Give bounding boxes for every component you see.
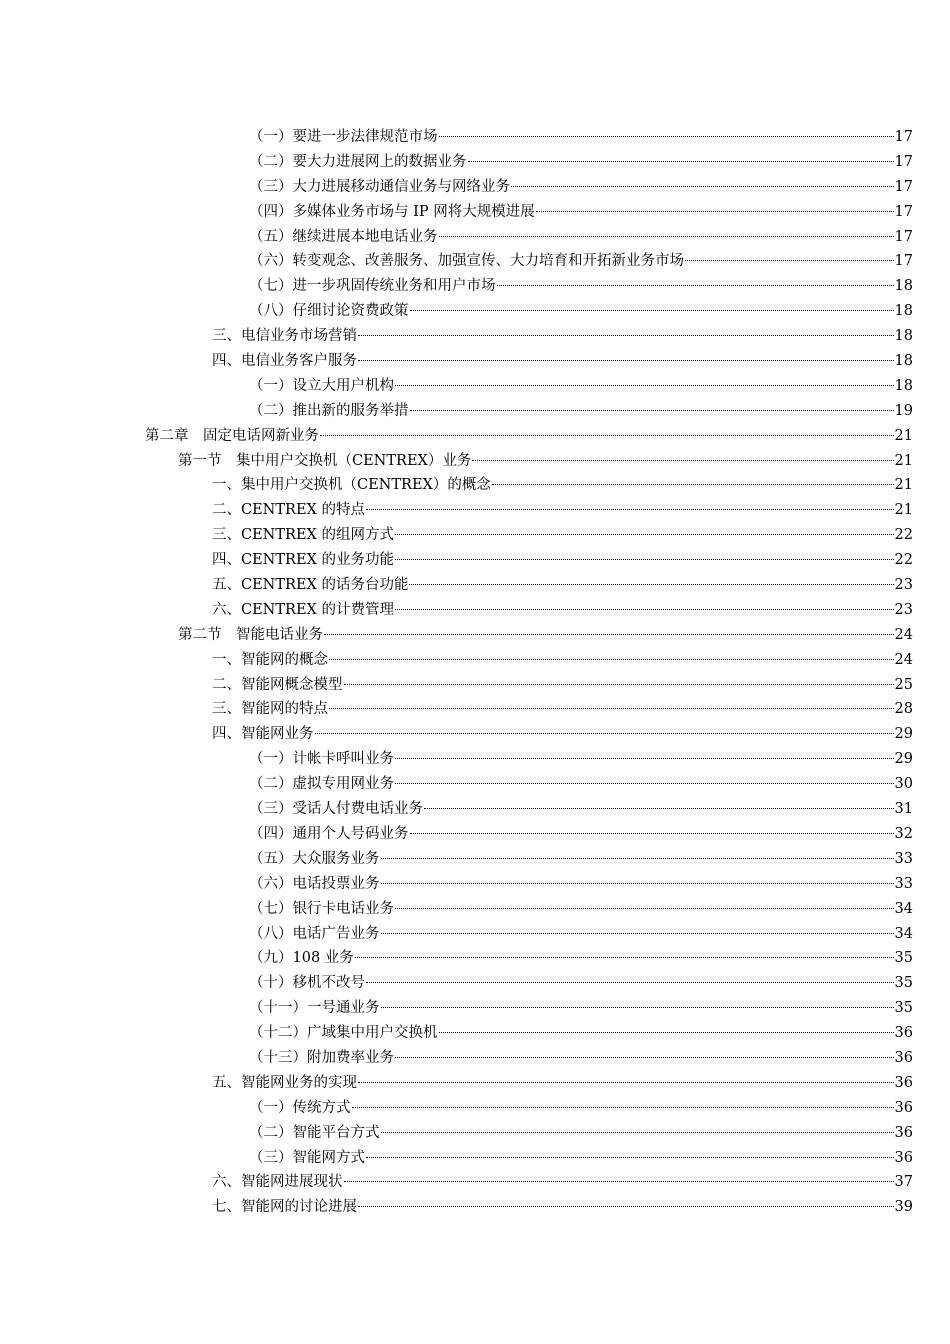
toc-entry-page-number: 24 bbox=[894, 626, 913, 643]
toc-entry-page-number: 18 bbox=[894, 278, 913, 295]
toc-entry-page-number: 35 bbox=[894, 975, 913, 992]
toc-dot-leader bbox=[315, 733, 894, 734]
toc-entry[interactable] bbox=[0, 971, 950, 996]
toc-entry-label: 二、智能网概念模型 bbox=[212, 676, 343, 693]
toc-dot-leader bbox=[468, 161, 894, 162]
toc-entry-page-number: 36 bbox=[894, 1099, 913, 1116]
toc-dot-leader bbox=[358, 1082, 894, 1083]
toc-entry-page-number: 17 bbox=[894, 153, 913, 170]
toc-dot-leader bbox=[329, 659, 894, 660]
toc-entry-label: 五、CENTREX 的话务台功能 bbox=[212, 577, 409, 594]
toc-entry-page-number: 31 bbox=[894, 801, 913, 818]
toc-entry-page-number: 17 bbox=[894, 203, 913, 220]
toc-entry-label: 六、智能网进展现状 bbox=[212, 1174, 343, 1191]
toc-entry-page-number: 37 bbox=[894, 1174, 913, 1191]
toc-entry-page-number: 17 bbox=[894, 253, 913, 270]
toc-entry-label: （三）受话人付费电话业务 bbox=[249, 801, 423, 818]
toc-entry[interactable] bbox=[0, 1170, 950, 1195]
toc-entry[interactable] bbox=[0, 573, 950, 598]
toc-dot-leader bbox=[395, 385, 894, 386]
toc-dot-leader bbox=[409, 584, 893, 585]
toc-dot-leader bbox=[424, 808, 894, 809]
toc-dot-leader bbox=[439, 236, 894, 237]
toc-entry-page-number: 30 bbox=[894, 776, 913, 793]
toc-entry-page-number: 22 bbox=[894, 527, 913, 544]
toc-entry-label: （一）要进一步法律规范市场 bbox=[249, 129, 438, 145]
toc-entry[interactable] bbox=[0, 449, 950, 474]
toc-dot-leader bbox=[410, 833, 894, 834]
toc-entry-page-number: 19 bbox=[894, 402, 913, 419]
toc-entry-page-number: 21 bbox=[894, 452, 913, 469]
toc-entry[interactable] bbox=[0, 374, 950, 399]
toc-entry[interactable] bbox=[0, 1146, 950, 1171]
toc-entry-label: （十三）附加费率业务 bbox=[249, 1049, 394, 1066]
toc-entry-label: 四、电信业务客户服务 bbox=[212, 353, 357, 370]
toc-entry-label: （四）多媒体业务市场与 IP 网将大规模进展 bbox=[249, 203, 535, 220]
toc-entry[interactable] bbox=[0, 498, 950, 523]
toc-entry[interactable] bbox=[0, 424, 950, 449]
toc-entry-label: 四、智能网业务 bbox=[212, 726, 314, 743]
toc-dot-leader bbox=[381, 883, 894, 884]
toc-entry[interactable] bbox=[0, 473, 950, 498]
toc-entry[interactable] bbox=[0, 1071, 950, 1096]
toc-entry-page-number: 18 bbox=[894, 377, 913, 394]
toc-entry[interactable] bbox=[0, 150, 950, 175]
toc-entry[interactable] bbox=[0, 1021, 950, 1046]
toc-entry[interactable] bbox=[0, 249, 950, 274]
toc-entry[interactable] bbox=[0, 324, 950, 349]
toc-entry-label: （五）继续进展本地电话业务 bbox=[249, 228, 438, 245]
toc-dot-leader bbox=[358, 335, 894, 336]
toc-entry[interactable] bbox=[0, 648, 950, 673]
toc-entry-page-number: 23 bbox=[894, 577, 913, 594]
toc-dot-leader bbox=[497, 285, 894, 286]
toc-entry-page-number: 39 bbox=[894, 1199, 913, 1216]
toc-entry[interactable] bbox=[0, 673, 950, 698]
toc-entry[interactable] bbox=[0, 598, 950, 623]
toc-dot-leader bbox=[511, 186, 894, 187]
toc-entry-page-number: 22 bbox=[894, 552, 913, 569]
toc-entry-page-number: 28 bbox=[894, 701, 913, 718]
toc-entry-page-number: 36 bbox=[894, 1049, 913, 1066]
toc-entry[interactable] bbox=[0, 1046, 950, 1071]
toc-entry-page-number: 23 bbox=[894, 601, 913, 618]
toc-entry-label: （六）电话投票业务 bbox=[249, 875, 380, 892]
toc-entry-label: （五）大众服务业务 bbox=[249, 850, 380, 867]
toc-entry-label: （十）移机不改号 bbox=[249, 975, 365, 992]
toc-entry-label: 六、CENTREX 的计费管理 bbox=[212, 601, 394, 618]
toc-dot-leader bbox=[395, 783, 894, 784]
toc-entry-label: 第二章 固定电话网新业务 bbox=[145, 427, 319, 444]
toc-entry-label: （八）电话广告业务 bbox=[249, 925, 380, 942]
toc-dot-leader bbox=[344, 1181, 894, 1182]
toc-entry-page-number: 17 bbox=[894, 129, 913, 145]
toc-entry[interactable] bbox=[0, 523, 950, 548]
toc-entry-page-number: 34 bbox=[894, 925, 913, 942]
toc-entry[interactable] bbox=[0, 772, 950, 797]
toc-entry-page-number: 21 bbox=[894, 477, 913, 494]
toc-entry-label: （一）计帐卡呼叫业务 bbox=[249, 751, 394, 768]
toc-entry-label: 一、智能网的概念 bbox=[212, 651, 328, 668]
toc-entry-label: （三）智能网方式 bbox=[249, 1149, 365, 1166]
toc-dot-leader bbox=[395, 534, 894, 535]
toc-dot-leader bbox=[685, 260, 894, 261]
toc-entry[interactable] bbox=[0, 797, 950, 822]
toc-entry-label: （十二）广域集中用户交换机 bbox=[249, 1025, 438, 1042]
toc-entry-label: （二）要大力进展网上的数据业务 bbox=[249, 153, 467, 170]
toc-dot-leader bbox=[381, 1132, 894, 1133]
toc-entry-page-number: 32 bbox=[894, 825, 913, 842]
toc-entry-label: （三）大力进展移动通信业务与网络业务 bbox=[249, 178, 510, 195]
toc-entry-page-number: 18 bbox=[894, 353, 913, 370]
toc-entry[interactable] bbox=[0, 722, 950, 747]
toc-entry[interactable] bbox=[0, 897, 950, 922]
toc-dot-leader bbox=[492, 484, 894, 485]
toc-entry-page-number: 21 bbox=[894, 427, 913, 444]
toc-entry-page-number: 33 bbox=[894, 875, 913, 892]
toc-entry-page-number: 29 bbox=[894, 751, 913, 768]
toc-entry-label: 第二节 智能电话业务 bbox=[178, 626, 323, 643]
toc-dot-leader bbox=[395, 908, 894, 909]
toc-entry-label: 七、智能网的讨论进展 bbox=[212, 1199, 357, 1216]
toc-dot-leader bbox=[366, 1157, 894, 1158]
toc-entry[interactable] bbox=[0, 1121, 950, 1146]
toc-entry-label: 三、电信业务市场营销 bbox=[212, 328, 357, 345]
toc-entry-page-number: 33 bbox=[894, 850, 913, 867]
toc-dot-leader bbox=[395, 758, 894, 759]
toc-entry-page-number: 24 bbox=[894, 651, 913, 668]
toc-entry-label: （二）智能平台方式 bbox=[249, 1124, 380, 1141]
toc-dot-leader bbox=[381, 933, 894, 934]
toc-dot-leader bbox=[352, 1107, 894, 1108]
toc-entry-label: （七）进一步巩固传统业务和用户市场 bbox=[249, 278, 496, 295]
toc-dot-leader bbox=[410, 310, 894, 311]
toc-dot-leader bbox=[439, 136, 894, 137]
toc-dot-leader bbox=[344, 684, 894, 685]
toc-entry-label: （一）传统方式 bbox=[249, 1099, 351, 1116]
toc-entry-label: 第一节 集中用户交换机（CENTREX）业务 bbox=[178, 452, 472, 469]
toc-dot-leader bbox=[358, 1206, 894, 1207]
toc-entry-page-number: 36 bbox=[894, 1149, 913, 1166]
toc-dot-leader bbox=[395, 609, 894, 610]
toc-entry[interactable] bbox=[0, 996, 950, 1021]
toc-entry[interactable] bbox=[0, 1195, 950, 1220]
toc-entry-label: （九）108 业务 bbox=[249, 950, 354, 967]
toc-entry-page-number: 36 bbox=[894, 1025, 913, 1042]
toc-dot-leader bbox=[329, 708, 894, 709]
toc-dot-leader bbox=[381, 858, 894, 859]
toc-dot-leader bbox=[395, 559, 894, 560]
toc-entry[interactable] bbox=[0, 623, 950, 648]
toc-entry-page-number: 29 bbox=[894, 726, 913, 743]
toc-entry[interactable] bbox=[0, 399, 950, 424]
toc-dot-leader bbox=[472, 460, 893, 461]
toc-dot-leader bbox=[320, 435, 894, 436]
toc-entry-label: 一、集中用户交换机（CENTREX）的概念 bbox=[212, 477, 491, 494]
toc-entry[interactable] bbox=[0, 125, 950, 150]
toc-entry[interactable] bbox=[0, 274, 950, 299]
toc-entry[interactable] bbox=[0, 1096, 950, 1121]
toc-entry-label: （八）仔细讨论资费政策 bbox=[249, 303, 409, 320]
toc-dot-leader bbox=[324, 634, 894, 635]
toc-entry-label: （六）转变观念、改善服务、加强宣传、大力培育和开拓新业务市场 bbox=[249, 253, 684, 270]
toc-entry-page-number: 35 bbox=[894, 950, 913, 967]
toc-entry[interactable] bbox=[0, 872, 950, 897]
toc-entry-label: 三、智能网的特点 bbox=[212, 701, 328, 718]
toc-entry-page-number: 21 bbox=[894, 502, 913, 519]
toc-entry-label: （二）推出新的服务举措 bbox=[249, 402, 409, 419]
toc-entry[interactable] bbox=[0, 747, 950, 772]
toc-entry[interactable] bbox=[0, 922, 950, 947]
toc-entry[interactable] bbox=[0, 299, 950, 324]
toc-entry-page-number: 36 bbox=[894, 1124, 913, 1141]
table-of-contents bbox=[0, 125, 950, 1220]
toc-dot-leader bbox=[410, 410, 894, 411]
toc-entry-page-number: 34 bbox=[894, 900, 913, 917]
toc-entry-label: 三、CENTREX 的组网方式 bbox=[212, 527, 394, 544]
toc-entry[interactable] bbox=[0, 548, 950, 573]
toc-entry-page-number: 18 bbox=[894, 328, 913, 345]
toc-dot-leader bbox=[366, 509, 894, 510]
toc-dot-leader bbox=[439, 1032, 894, 1033]
toc-entry[interactable] bbox=[0, 822, 950, 847]
toc-dot-leader bbox=[358, 360, 894, 361]
toc-entry-label: （一）设立大用户机构 bbox=[249, 377, 394, 394]
toc-entry-label: 五、智能网业务的实现 bbox=[212, 1074, 357, 1091]
toc-entry-page-number: 35 bbox=[894, 1000, 913, 1017]
toc-entry-label: （十一）一号通业务 bbox=[249, 1000, 380, 1017]
toc-entry-page-number: 25 bbox=[894, 676, 913, 693]
toc-entry-page-number: 36 bbox=[894, 1074, 913, 1091]
toc-dot-leader bbox=[381, 1007, 894, 1008]
toc-entry[interactable] bbox=[0, 349, 950, 374]
toc-entry[interactable] bbox=[0, 175, 950, 200]
toc-entry[interactable] bbox=[0, 697, 950, 722]
toc-dot-leader bbox=[355, 957, 894, 958]
toc-entry-page-number: 18 bbox=[894, 303, 913, 320]
toc-entry-label: （七）银行卡电话业务 bbox=[249, 900, 394, 917]
toc-entry-label: （四）通用个人号码业务 bbox=[249, 825, 409, 842]
toc-entry-page-number: 17 bbox=[894, 178, 913, 195]
toc-dot-leader bbox=[536, 211, 894, 212]
toc-entry[interactable] bbox=[0, 847, 950, 872]
toc-entry-label: 二、CENTREX 的特点 bbox=[212, 502, 365, 519]
toc-entry-page-number: 17 bbox=[894, 228, 913, 245]
toc-dot-leader bbox=[395, 1057, 894, 1058]
toc-entry[interactable] bbox=[0, 225, 950, 250]
toc-entry-label: （二）虚拟专用网业务 bbox=[249, 776, 394, 793]
toc-entry-label: 四、CENTREX 的业务功能 bbox=[212, 552, 394, 569]
toc-entry[interactable] bbox=[0, 946, 950, 971]
toc-dot-leader bbox=[366, 982, 894, 983]
toc-entry[interactable] bbox=[0, 200, 950, 225]
